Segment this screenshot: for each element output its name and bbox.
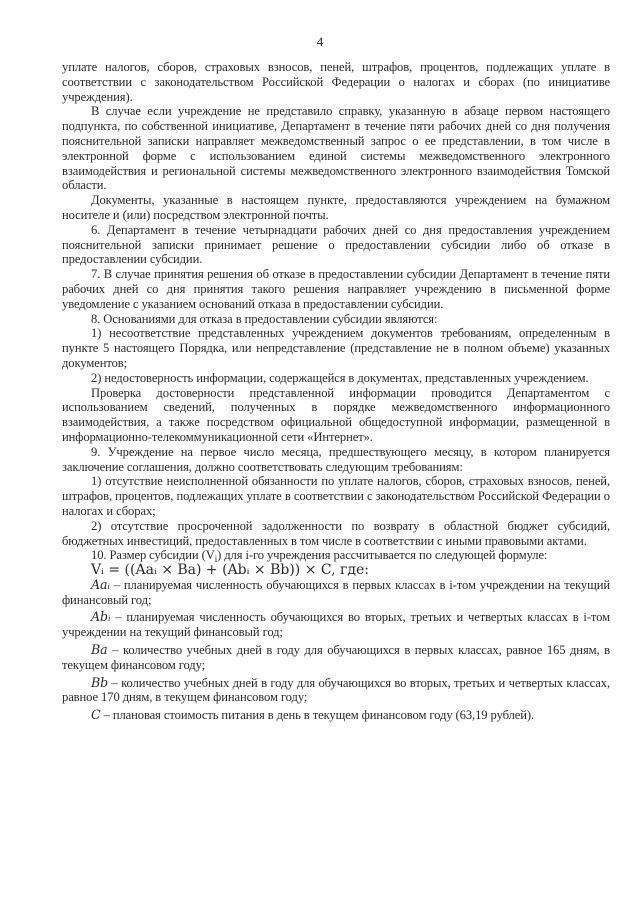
definition-ab-text: – планируемая численность обучающихся во вторых, третьих и четвертых классах в i-том учреждении на текущий финансовый год; bbox=[62, 610, 610, 640]
paragraph-item-7: 7. В случае принятия решения об отказе в предоставлении субсидии Департамент в течение пяти рабочих дней со дня принятия такого решения направляет учреждению в письменной форме уведомление с указанием оснований отказа в предоставлении субсидии. bbox=[62, 267, 610, 311]
item-10-text: 10. Размер субсидии (V bbox=[91, 548, 215, 563]
subsidy-formula: Vᵢ = ((Aaᵢ × Ba) + (Abᵢ × Bb)) × C, где: bbox=[91, 562, 369, 579]
paragraph-item-9-2: 2) отсутствие просроченной задолженности по возврату в областной бюджет субсидий, бюджетных инвестиций, предоставленных в том числе в соответствии с иными правовыми актами. bbox=[62, 518, 610, 548]
symbol-aa: Aaᵢ bbox=[91, 576, 110, 592]
paragraph-item-9-1: 1) отсутствие неисполненной обязанности по уплате налогов, сборов, страховых взносов, пеней, штрафов, процентов, подлежащих уплате в соответствии с законодательством Российской Федерации о налогах и сборах; bbox=[62, 474, 610, 518]
definition-aa-text: – планируемая численность обучающихся в первых классах в i-том учреждении на текущий финансовый год; bbox=[62, 577, 610, 607]
paragraph-continuation: уплате налогов, сборов, страховых взносов, пеней, штрафов, процентов, подлежащих уплате в соответствии с законодательством Российской Федерации о налогах и сборах (по инициативе учреждения). bbox=[62, 60, 610, 104]
definition-ba bbox=[62, 643, 610, 673]
definition-c-text: – плановая стоимость питания в день в текущем финансовом году (63,19 рублей). bbox=[100, 708, 535, 723]
definition-aa bbox=[62, 578, 610, 608]
item-10-tail: ) для i-го учреждения рассчитывается по следующей формуле: bbox=[217, 548, 548, 563]
symbol-bb: Bb bbox=[91, 674, 109, 690]
definition-ba-text: – количество учебных дней в году для обучающихся в первых классах, равное 165 дням, в текущем финансовом году; bbox=[62, 643, 610, 672]
definition-ab bbox=[62, 610, 610, 640]
paragraph-documents-delivery: Документы, указанные в настоящем пункте, предоставляются учреждением на бумажном носителе и (или) посредством электронной почты. bbox=[62, 193, 610, 222]
paragraph-interagency-request: В случае если учреждение не представило справку, указанную в абзаце первом настоящего подпункта, по собственной инициативе, Департамент в течение пяти рабочих дней со дня получения пояснительной записки направляет межведомственный запрос о ее представлении, в том числе в электронной форме с использованием единой системы межведомственного электронного взаимодействия и региональной системы межведомственного электронного взаимодействия Томской области. bbox=[62, 104, 610, 193]
paragraph-item-10 bbox=[62, 548, 610, 563]
symbol-c: C bbox=[91, 707, 101, 723]
paragraph-item-9: 9. Учреждение на первое число месяца, предшествующего месяцу, в котором планируется заключение соглашения, должно соответствовать следующим требованиям: bbox=[62, 444, 610, 474]
item-10-subscript: i bbox=[214, 554, 218, 565]
symbol-ab: Abᵢ bbox=[91, 609, 111, 625]
paragraph-verification: Проверка достоверности представленной информации проводится Департаментом с использованием сведений, полученных в порядке межведомственного информационного взаимодействия, а также посредством официальной общедоступной информации, размещенной в информационно-телекоммуникационной сети «Интернет». bbox=[62, 385, 610, 444]
paragraph-item-8: 8. Основаниями для отказа в предоставлении субсидии являются: bbox=[91, 311, 438, 326]
definition-bb-text: – количество учебных дней в году для обучающихся во вторых, третьих и четвертых классах, равное 170 дням, в текущем финансовом году; bbox=[62, 675, 610, 705]
paragraph-item-8-2: 2) недостоверность информации, содержащейся в документах, представленных учреждением. bbox=[91, 370, 589, 385]
paragraph-item-6: 6. Департамент в течение четырнадцати рабочих дней со дня предоставления учреждением пояснительной записки принимает решение о предоставлении субсидии либо об отказе в предоставлении субсидии. bbox=[62, 222, 610, 267]
page-number: 4 bbox=[316, 34, 324, 49]
definition-bb bbox=[62, 676, 610, 706]
symbol-ba: Ba bbox=[91, 642, 108, 658]
definition-c bbox=[62, 708, 610, 723]
document-body bbox=[62, 60, 610, 726]
formula-definitions bbox=[62, 578, 610, 723]
paragraph-item-8-1: 1) несоответствие представленных учреждением документов требованиям, определенным в пункте 5 настоящего Порядка, или непредставление (представление не в полном объеме) указанных документов; bbox=[62, 326, 610, 370]
